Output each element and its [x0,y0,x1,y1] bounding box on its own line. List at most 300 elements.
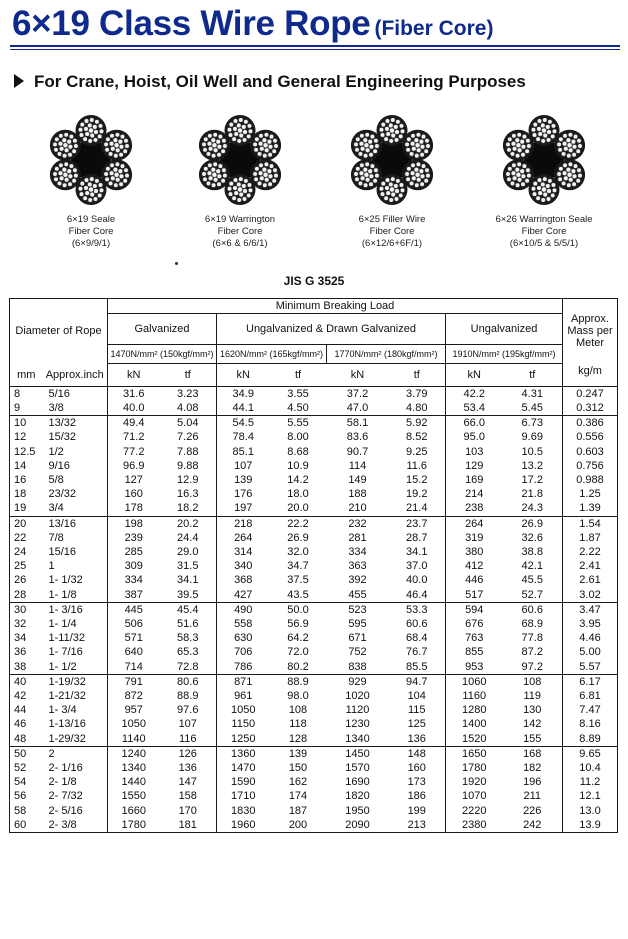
cell-1910-kn: 953 [465,660,484,673]
grade-1770: 1770N/mm² (180kgf/mm²) [327,345,446,364]
cell-1910-tf: 196 [523,776,542,789]
cell-inch: 1- 1/32 [43,573,108,587]
cell-inch: 13/32 [43,416,108,431]
cell-galv-tf: 20.2 [160,516,217,531]
cell-1910-tf: 24.3 [521,502,543,515]
cell-1770-tf: 60.6 [389,617,446,631]
cell-galv-kn: 309 [124,560,143,573]
cell-1910-tf: 45.5 [521,574,543,587]
table-row [10,645,618,659]
cell-1770-tf: 94.7 [389,674,446,689]
cell-inch: 1 [43,559,108,573]
cell-mass: 13.0 [563,804,618,818]
cell-mm: 44 [14,704,27,717]
cell-galv-kn: 31.6 [108,386,160,401]
cell-1770-tf: 148 [389,746,446,761]
subtitle [14,72,526,92]
table-row [10,617,618,631]
cell-1620-kn: 1050 [231,704,256,717]
cell-inch: 15/16 [43,545,108,559]
cell-1620-kn: 107 [234,459,253,472]
header-diameter: Diameter of Rope [10,299,108,364]
rope-diagrams [0,108,628,258]
cell-1770-kn: 363 [348,560,367,573]
table-row [10,559,618,573]
cell-inch: 2- 7/32 [43,789,108,803]
cell-galv-kn: 160 [124,488,143,501]
cell-1910-kn: 1160 [462,689,487,702]
speck [175,262,178,265]
cell-inch: 1- 1/8 [43,588,108,603]
cell-galv-tf: 9.88 [160,459,217,473]
cell-mass: 5.57 [563,660,618,675]
cell-galv-tf: 97.6 [160,703,217,717]
unit-kn: kN [350,368,365,381]
cell-galv-tf: 18.2 [160,501,217,516]
cell-mass: 6.17 [563,674,618,689]
cell-mass: 2.41 [563,559,618,573]
cell-inch: 1- 7/16 [43,645,108,659]
cell-1620-kn: 34.9 [217,386,270,401]
rope-warrington [170,108,310,250]
cell-mm: 12.5 [14,445,36,458]
cell-1910-tf: 242 [523,818,542,831]
cell-1770-kn: 752 [348,646,367,659]
cell-galv-kn: 387 [124,588,143,601]
cell-1620-kn: 85.1 [232,445,254,458]
cell-1910-kn: 1780 [462,761,487,774]
cell-1620-kn: 368 [234,574,253,587]
cell-1620-kn: 786 [234,660,253,673]
breaking-load-table [9,298,618,833]
cell-1910-kn: 380 [465,545,484,558]
rope-type-name: 6×19 Seale [66,214,116,225]
table-row [10,430,618,444]
cell-1770-tf: 3.79 [389,386,446,401]
cell-1620-tf: 26.9 [287,531,309,544]
cell-1770-kn: 1340 [345,732,370,745]
unit-tf: tf [389,364,446,387]
table-body [10,386,618,832]
cell-1910-tf: 10.5 [521,445,543,458]
table-row [10,660,618,675]
cell-mm: 38 [14,660,27,673]
table-row [10,487,618,501]
grade-1910: 1910N/mm² (195kgf/mm²) [446,345,563,364]
cell-1910-kn: 238 [465,502,484,515]
cell-mm: 52 [14,761,27,774]
cell-inch: 7/8 [43,531,108,545]
header-mass: Approx. Mass per Meter [563,299,618,364]
cell-1910-tf: 130 [523,704,542,717]
cell-1910-tf: 17.2 [521,473,543,486]
table-row [10,516,618,531]
rope-core: Fiber Core [521,226,567,237]
cell-1620-tf: 37.5 [287,574,309,587]
cell-galv-tf: 12.9 [160,473,217,487]
cell-inch: 3/8 [43,401,108,416]
title-rule-thin [10,49,620,50]
cell-1910-kn: 2380 [462,818,487,831]
cell-1910-tf: 77.8 [521,632,543,645]
cell-galv-tf: 34.1 [160,573,217,587]
cell-galv-kn: 1140 [121,732,146,745]
cell-1910-tf: 108 [503,674,563,689]
cell-galv-kn: 640 [124,646,143,659]
table-row [10,445,618,459]
cell-mass: 0.312 [563,401,618,416]
cell-1910-tf: 87.2 [521,646,543,659]
table-row [10,746,618,761]
cell-1770-tf: 34.1 [389,545,446,559]
cell-mass: 0.603 [563,445,618,459]
cell-galv-kn: 239 [124,531,143,544]
cell-1620-tf: 98.0 [287,689,309,702]
cell-1620-kn: 264 [234,531,253,544]
cell-inch: 9/16 [43,459,108,473]
cell-1910-tf: 52.7 [521,588,543,601]
header-ungalvanized: Ungalvanized [446,314,563,345]
grade-1620: 1620N/mm² (165kgf/mm²) [217,345,327,364]
cell-1620-kn: 1830 [231,804,256,817]
cell-1620-tf: 200 [288,818,308,831]
cell-galv-tf: 170 [160,804,217,818]
cell-galv-kn: 1780 [121,818,146,831]
cell-1910-kn: 1060 [446,674,503,689]
cell-galv-tf: 80.6 [160,674,217,689]
unit-kn: kN [467,368,481,381]
cell-1620-tf: 8.68 [287,445,309,458]
table-row [10,717,618,731]
cell-inch: 1- 1/2 [43,660,108,675]
cell-1770-kn: 1120 [345,704,370,717]
cell-1770-kn: 2090 [345,818,370,831]
cell-1620-tf: 174 [288,790,308,803]
cell-galv-kn: 198 [108,516,160,531]
cell-1770-tf: 28.7 [389,531,446,545]
cell-mass: 12.1 [563,789,618,803]
cell-galv-kn: 957 [124,704,143,717]
cell-galv-tf: 65.3 [160,645,217,659]
cell-mm: 22 [14,531,27,544]
cell-1770-tf: 9.25 [389,445,446,459]
cell-1620-kn: 1960 [231,818,256,831]
cell-1910-kn: 214 [465,488,484,501]
cell-1910-kn: 517 [465,588,484,601]
cell-1910-tf: 211 [523,790,542,803]
cell-1770-kn: 523 [327,602,389,617]
cell-mass: 1.87 [563,531,618,545]
cell-galv-kn: 127 [124,473,143,486]
cell-1910-kn: 855 [465,646,484,659]
cell-mm: 10 [10,416,43,431]
cell-mm: 14 [14,459,27,472]
cell-1620-tf: 22.2 [270,516,327,531]
title-fiber-core: (Fiber Core) [374,17,494,40]
subtitle-text: For Crane, Hoist, Oil Well and General Engineering Purposes [34,72,526,91]
cell-1770-kn: 90.7 [346,445,369,458]
cell-1770-kn: 114 [348,459,367,472]
rope-type-name: 6×26 Warrington Seale [495,214,593,225]
cell-1620-tf: 14.2 [287,473,309,486]
cell-1770-tf: 136 [389,732,446,747]
cell-1770-kn: 929 [327,674,389,689]
cell-mm: 28 [14,588,27,601]
cell-inch: 1- 3/16 [43,602,108,617]
cell-1620-kn: 558 [234,617,253,630]
cell-1620-tf: 4.50 [287,401,309,414]
unit-kgm: kg/m [563,364,618,387]
cell-1620-kn: 78.4 [232,431,254,444]
cell-1620-tf: 32.0 [287,545,309,558]
unit-mm: mm [17,368,36,381]
cell-1620-tf: 187 [288,804,308,817]
cell-galv-kn: 872 [124,689,143,702]
cell-inch: 1-19/32 [43,674,108,689]
cell-1620-kn: 139 [234,473,253,486]
cell-mass: 0.988 [563,473,618,487]
table-row [10,531,618,545]
cell-1770-kn: 1230 [345,718,370,731]
cell-1770-kn: 1570 [345,761,370,774]
cell-mm: 42 [14,689,27,702]
cell-1620-kn: 490 [217,602,270,617]
cell-1770-kn: 188 [348,488,367,501]
cell-inch: 1- 1/4 [43,617,108,631]
cell-1910-kn: 1070 [462,790,487,803]
cell-inch: 13/16 [43,516,108,531]
cell-galv-tf: 107 [160,717,217,731]
cell-galv-kn: 96.9 [123,459,145,472]
cell-1910-tf: 182 [523,761,542,774]
cell-1910-kn: 103 [465,445,484,458]
rope-core: Fiber Core [369,226,415,237]
cell-1910-kn: 594 [446,602,503,617]
cell-galv-tf: 51.6 [160,617,217,631]
cell-1620-tf: 34.7 [287,560,309,573]
table-row [10,732,618,747]
cell-mass: 10.4 [563,761,618,775]
rope-type-name: 6×19 Warrington [204,214,276,225]
cell-1770-tf: 173 [389,775,446,789]
cell-galv-tf: 158 [160,789,217,803]
cell-galv-kn: 1240 [108,746,160,761]
cell-1770-tf: 186 [389,789,446,803]
title-main: 6×19 Class Wire Rope [12,4,371,43]
cell-inch: 2 [43,746,108,761]
cell-galv-tf: 7.88 [160,445,217,459]
cell-1620-kn: 871 [217,674,270,689]
cell-mass: 1.25 [563,487,618,501]
cell-1910-kn: 169 [465,473,484,486]
title-rule [10,45,620,47]
cell-galv-kn: 285 [124,545,143,558]
cell-galv-tf: 45.4 [160,602,217,617]
cell-1620-tf: 128 [288,732,308,745]
table-row [10,545,618,559]
cell-mm: 19 [14,502,27,515]
standard-label: JIS G 3525 [283,274,345,288]
cell-1770-tf: 23.7 [389,516,446,531]
cell-galv-tf: 24.4 [160,531,217,545]
rope-filler-wire [322,108,462,250]
cell-1910-tf: 168 [503,746,563,761]
cell-1620-tf: 150 [288,761,308,774]
grade-1470: 1470N/mm² (150kgf/mm²) [108,345,217,364]
cell-1770-kn: 149 [348,473,367,486]
cell-1620-tf: 118 [289,718,307,731]
cell-1770-tf: 199 [389,804,446,818]
cell-1620-tf: 108 [288,704,308,717]
cell-1910-tf: 9.69 [521,431,543,444]
cell-galv-tf: 72.8 [160,660,217,675]
rope-construction: (6×6 & 6/6/1) [212,238,268,249]
cell-1620-kn: 630 [234,632,253,645]
cell-1770-tf: 125 [389,717,446,731]
header-ungalvanized-drawn: Ungalvanized & Drawn Galvanized [217,314,446,345]
cell-inch: 1-13/16 [43,717,108,731]
cell-1910-tf: 5.45 [521,401,543,414]
rope-construction: (6×10/5 & 5/5/1) [509,238,579,249]
cell-1770-kn: 838 [348,660,367,673]
cell-1910-tf: 68.9 [521,617,543,630]
unit-kn: kN [236,368,250,381]
cell-1620-tf: 3.55 [270,386,327,401]
table-row [10,689,618,703]
cell-1770-kn: 1820 [345,790,370,803]
table-row [10,416,618,431]
cell-galv-tf: 147 [160,775,217,789]
cell-mass: 4.46 [563,631,618,645]
cell-1620-kn: 1360 [217,746,270,761]
cell-1910-kn: 1520 [462,732,487,745]
cell-1910-tf: 26.9 [503,516,563,531]
cell-1770-tf: 37.0 [389,559,446,573]
cell-galv-tf: 116 [160,732,217,747]
cell-galv-tf: 29.0 [160,545,217,559]
rope-warrington-seale [474,108,614,250]
cell-mm: 24 [14,545,27,558]
cell-1770-kn: 1690 [345,776,370,789]
table-row [10,703,618,717]
cell-1910-kn: 446 [465,574,484,587]
cell-mass: 1.54 [563,516,618,531]
cell-galv-kn: 178 [124,502,143,515]
cell-mm: 16 [14,473,27,486]
rope-construction: (6×12/6+6F/1) [361,238,423,249]
cell-1910-tf: 32.6 [521,531,543,544]
cell-1910-kn: 412 [465,560,484,573]
cell-mm: 8 [10,386,43,401]
cell-1910-tf: 119 [523,689,542,702]
cell-galv-kn: 49.4 [108,416,160,431]
cell-1620-kn: 1150 [231,718,256,731]
cell-galv-tf: 126 [160,746,217,761]
cell-galv-tf: 5.04 [160,416,217,431]
cell-galv-tf: 136 [160,761,217,775]
cell-mm: 32 [14,617,27,630]
cell-mass: 0.386 [563,416,618,431]
cell-mass: 5.00 [563,645,618,659]
cell-1620-kn: 197 [234,502,253,515]
cell-1910-kn: 53.4 [463,401,485,414]
cell-mass: 0.247 [563,386,618,401]
cell-galv-kn: 571 [124,632,143,645]
cell-mass: 8.89 [563,732,618,747]
cell-mass: 0.556 [563,430,618,444]
cell-1620-kn: 314 [234,545,253,558]
table-row [10,386,618,401]
cell-1770-tf: 5.92 [389,416,446,431]
rope-core: Fiber Core [68,226,114,237]
cell-mm: 58 [14,804,27,817]
table-row [10,674,618,689]
cell-1620-tf: 20.0 [287,502,309,515]
cell-1620-kn: 340 [234,560,253,573]
cell-1770-kn: 334 [348,545,367,558]
cell-mm: 40 [10,674,43,689]
cell-1770-kn: 671 [348,632,367,645]
cell-1770-kn: 210 [348,502,367,515]
cell-1770-tf: 213 [389,818,446,833]
cell-1620-tf: 18.0 [287,488,309,501]
cell-galv-tf: 31.5 [160,559,217,573]
cell-1620-tf: 10.9 [287,459,309,472]
cell-inch: 23/32 [43,487,108,501]
page-title [12,4,493,44]
cell-1770-kn: 1950 [345,804,370,817]
table-row [10,789,618,803]
cell-1620-tf: 43.5 [287,588,309,601]
cell-1770-kn: 232 [327,516,389,531]
cell-mass: 13.9 [563,818,618,833]
unit-tf: tf [160,364,217,387]
cell-mm: 20 [10,516,43,531]
unit-tf: tf [294,368,302,381]
cell-1910-tf: 226 [523,804,542,817]
table-row [10,804,618,818]
cell-1770-tf: 11.6 [389,459,446,473]
cell-1620-tf: 162 [288,776,308,789]
cell-1770-tf: 53.3 [389,602,446,617]
cell-inch: 5/16 [43,386,108,401]
cell-1620-tf: 56.9 [287,617,309,630]
cell-mm: 56 [14,790,27,803]
table-row [10,401,618,416]
cell-1910-kn: 1400 [462,718,487,731]
triangle-bullet-icon [14,74,24,88]
cell-1910-kn: 42.2 [446,386,503,401]
cell-1770-tf: 15.2 [389,473,446,487]
cell-1770-tf: 68.4 [389,631,446,645]
cell-1620-kn: 1710 [231,790,256,803]
cell-1770-tf: 160 [389,761,446,775]
cell-1770-tf: 85.5 [389,660,446,675]
cell-1620-kn: 961 [234,689,253,702]
rope-cross-section-icon [188,108,292,212]
cell-galv-kn: 1050 [121,718,146,731]
cell-1770-kn: 47.0 [346,401,369,414]
cell-1770-kn: 455 [348,588,367,601]
cell-mass: 2.61 [563,573,618,587]
cell-inch: 1-29/32 [43,732,108,747]
cell-1770-kn: 58.1 [327,416,389,431]
cell-1770-kn: 1450 [327,746,389,761]
cell-mass: 1.39 [563,501,618,516]
cell-galv-tf: 4.08 [160,401,217,416]
cell-mm: 26 [14,574,27,587]
rope-cross-section-icon [340,108,444,212]
